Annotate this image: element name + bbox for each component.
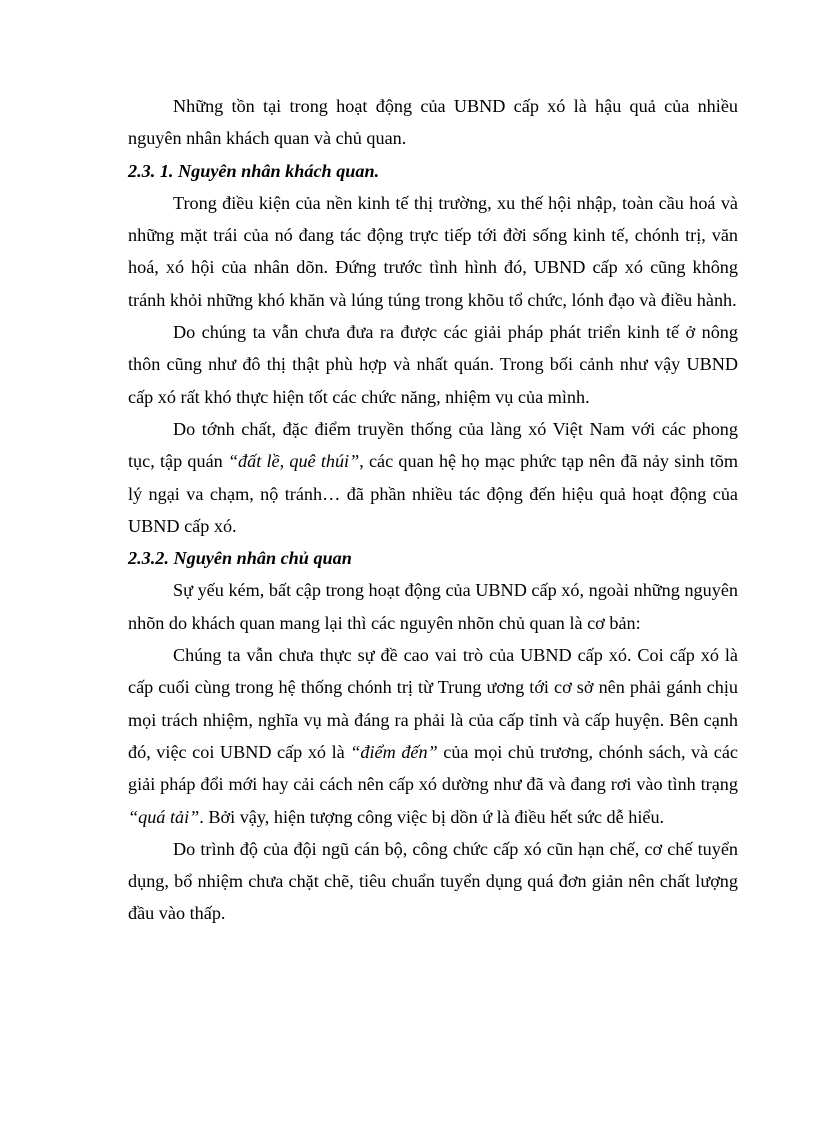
heading-subjective-causes: 2.3.2. Nguyên nhân chủ quan (128, 548, 352, 569)
text-run: Chúng ta vẫn chưa thực sự đề cao vai trò của UBND cấp xó. Coi cấp xó là cấp cuối cùng trong hệ thống chónh trị từ Trung ương tới cơ sở nên phải gánh chịu mọi trách nhiệm, nghĩa vụ mà đáng ra phải là của cấp tỉnh và cấp huyện. Bên cạnh đó, việc coi UBND cấp xó là (128, 645, 738, 762)
text-run-italic: “đất lề, quê thúi” (227, 451, 360, 472)
text-run: Những tồn tại trong hoạt động của UBND cấp xó là hậu quả của nhiều nguyên nhân khách quan và chủ quan. (128, 96, 738, 149)
text-run: , các quan hệ họ mạc phức tạp nên đã nảy sinh tõm lý ngại va chạm, nộ tránh… đã phần nhiều tác động đến hiệu quả hoạt động của UBND cấp xó. (128, 451, 738, 536)
text-run: Do tớnh chất, đặc điểm truyền thống của làng xó Việt Nam với các phong tục, tập quán (128, 418, 738, 472)
paragraph-staff-qualification (128, 833, 738, 930)
heading-objective-causes: 2.3. 1. Nguyên nhân khách quan. (128, 160, 380, 181)
paragraph-development-solutions (128, 316, 738, 413)
document-body (128, 90, 738, 930)
text-run: Do trình độ của đội ngũ cán bộ, công chức cấp xó cũn hạn chế, cơ chế tuyển dụng, bổ nhiệm chưa chặt chẽ, tiêu chuẩn tuyển dụng quá đơn giản nên chất lượng đầu vào thấp. (128, 838, 738, 924)
text-run-italic: “quá tải” (128, 806, 200, 827)
text-run-italic: “điểm đến” (350, 741, 438, 762)
text-run: Trong điều kiện của nền kinh tế thị trường, xu thế hội nhập, toàn cầu hoá và những mặt trái của nó đang tác động trực tiếp tới đời sống kinh tế, chónh trị, văn hoá, xó hội của nhân dõn. Đứng trước tình hình đó, UBND cấp xó cũng không tránh khỏi những khó khăn và lúng túng trong khõu tổ chức, lónh đạo và điều hành. (128, 192, 738, 310)
paragraph-weakness (128, 574, 738, 639)
text-run: . Bởi vậy, hiện tượng công việc bị dồn ứ là điều hết sức dễ hiểu. (199, 806, 665, 827)
paragraph-intro (128, 90, 738, 155)
paragraph-role-of-commune (128, 639, 738, 833)
text-run: của mọi chủ trương, chónh sách, và các giải pháp đổi mới hay cải cách nên cấp xó dường như đã và đang rơi vào tình trạng (128, 741, 738, 795)
paragraph-market-economy (128, 187, 738, 316)
paragraph-village-traditions (128, 413, 738, 542)
text-run: Sự yếu kém, bất cập trong hoạt động của UBND cấp xó, ngoài những nguyên nhõn do khách quan mang lại thì các nguyên nhõn chủ quan là cơ bản: (128, 580, 738, 633)
text-run: Do chúng ta vẫn chưa đưa ra được các giải pháp phát triển kinh tế ở nông thôn cũng như đô thị thật phù hợp và nhất quán. Trong bối cảnh như vậy UBND cấp xó rất khó thực hiện tốt các chức năng, nhiệm vụ của mình. (128, 322, 738, 407)
